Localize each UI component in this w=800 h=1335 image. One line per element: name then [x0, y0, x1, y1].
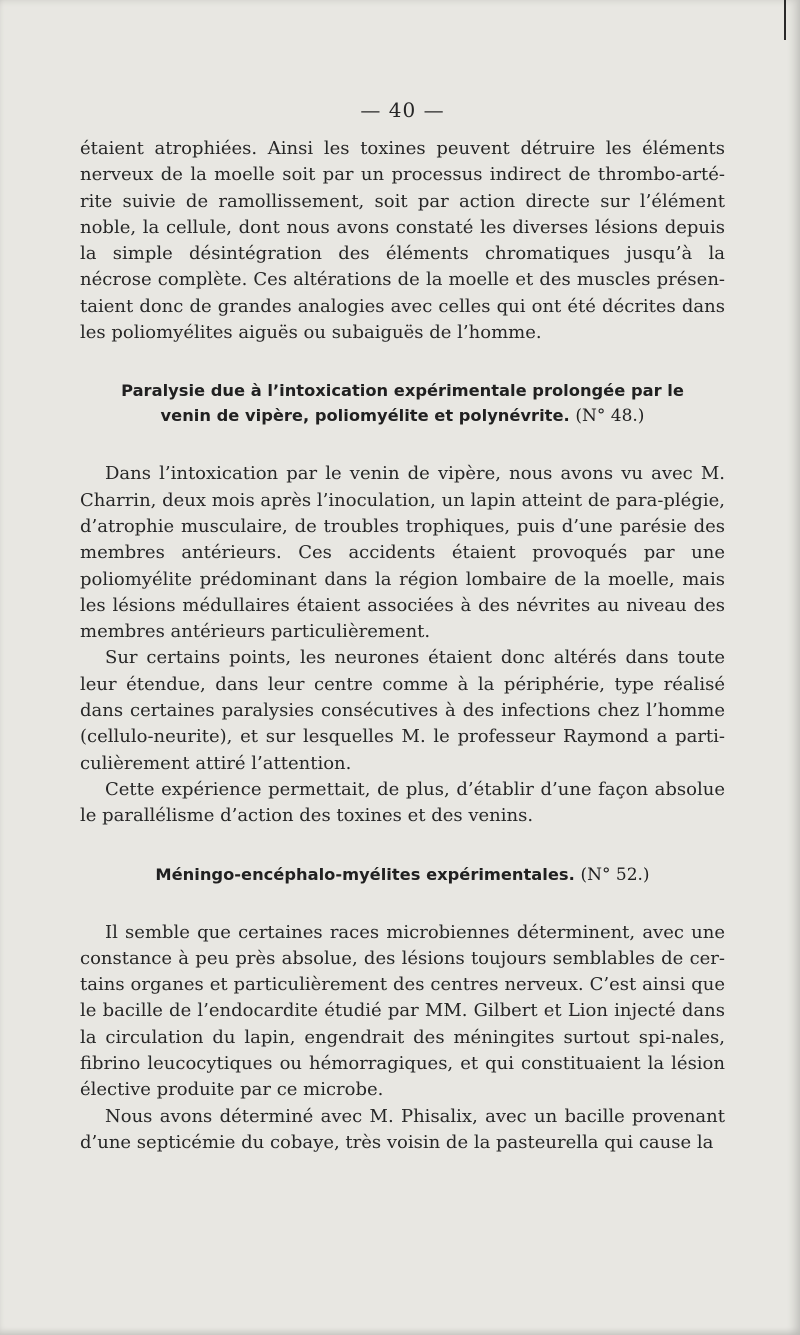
paragraph: Sur certains points, les neurones étaient donc altérés dans toute leur étendue, dans leur centre comme à la périphérie, type réalisé dans certaines paralysies consécutives à des infections chez l’homme (cellulo-neurite), et sur lesquelles M. le professeur Raymond a parti-culièrement attiré l’attention. [80, 647, 725, 774]
paragraph: Nous avons déterminé avec M. Phisalix, avec un bacille provenant d’une septicémie du cobaye, très voisin de la pasteurella qui cause la [80, 1105, 725, 1153]
page-number: — 40 — [360, 98, 445, 122]
section-heading-meningo [80, 862, 725, 888]
heading-text: Méningo-encéphalo-myélites expérimentales. [155, 864, 575, 884]
heading-line-2 [80, 403, 725, 429]
section-heading-paralysie [80, 378, 725, 429]
text-block [80, 98, 725, 1156]
paragraph: Cette expérience permettait, de plus, d’établir d’une façon absolue le parallélisme d’action des toxines et des venins. [80, 778, 725, 827]
heading-reference: (N° 48.) [575, 406, 645, 427]
heading-line-2-text: venin de vipère, poliomyélite et polynévrite. [160, 406, 570, 426]
paragraph: Il semble que certaines races microbiennes déterminent, avec une constance à peu près absolue, des lésions toujours semblables de cer-tains organes et particulièrement des centres nerveux. C’est ainsi que le bacille de l’endocardite étudié par MM. Gilbert et Lion injecté dans la circulation du lapin, engendrait des méningites surtout spi-nales, fibrino leucocytiques ou hémorragiques, et qui constituaient la lésion élective produite par ce microbe. [80, 921, 725, 1101]
paragraph: Dans l’intoxication par le venin de vipère, nous avons vu avec M. Charrin, deux mois après l’inoculation, un lapin atteint de para-plégie, d’atrophie musculaire, de troubles trophiques, puis d’une parésie des membres antérieurs. Ces accidents étaient provoqués par une poliomyélite prédominant dans la région lombaire de la moelle, mais les lésions médullaires étaient associées à des névrites au niveau des membres antérieurs particulièrement. [80, 463, 725, 643]
heading-reference: (N° 52.) [580, 864, 650, 885]
heading-line-1: Paralysie due à l’intoxication expérimentale prolongée par le [121, 381, 684, 401]
page-edge-mark [784, 0, 786, 40]
paragraph-intro: étaient atrophiées. Ainsi les toxines peuvent détruire les éléments nerveux de la moelle soit par un processus indirect de thrombo-arté-rite suivie de ramollissement, soit par action directe sur l’élément noble, la cellule, dont nous avons constaté les diverses lésions depuis la simple désintégration des éléments chromatiques jusqu’à la nécrose complète. Ces altérations de la moelle et des muscles présen-taient donc de grandes analogies avec celles qui ont été décrites dans les poliomyélites aiguës ou subaiguës de l’homme. [80, 138, 725, 344]
